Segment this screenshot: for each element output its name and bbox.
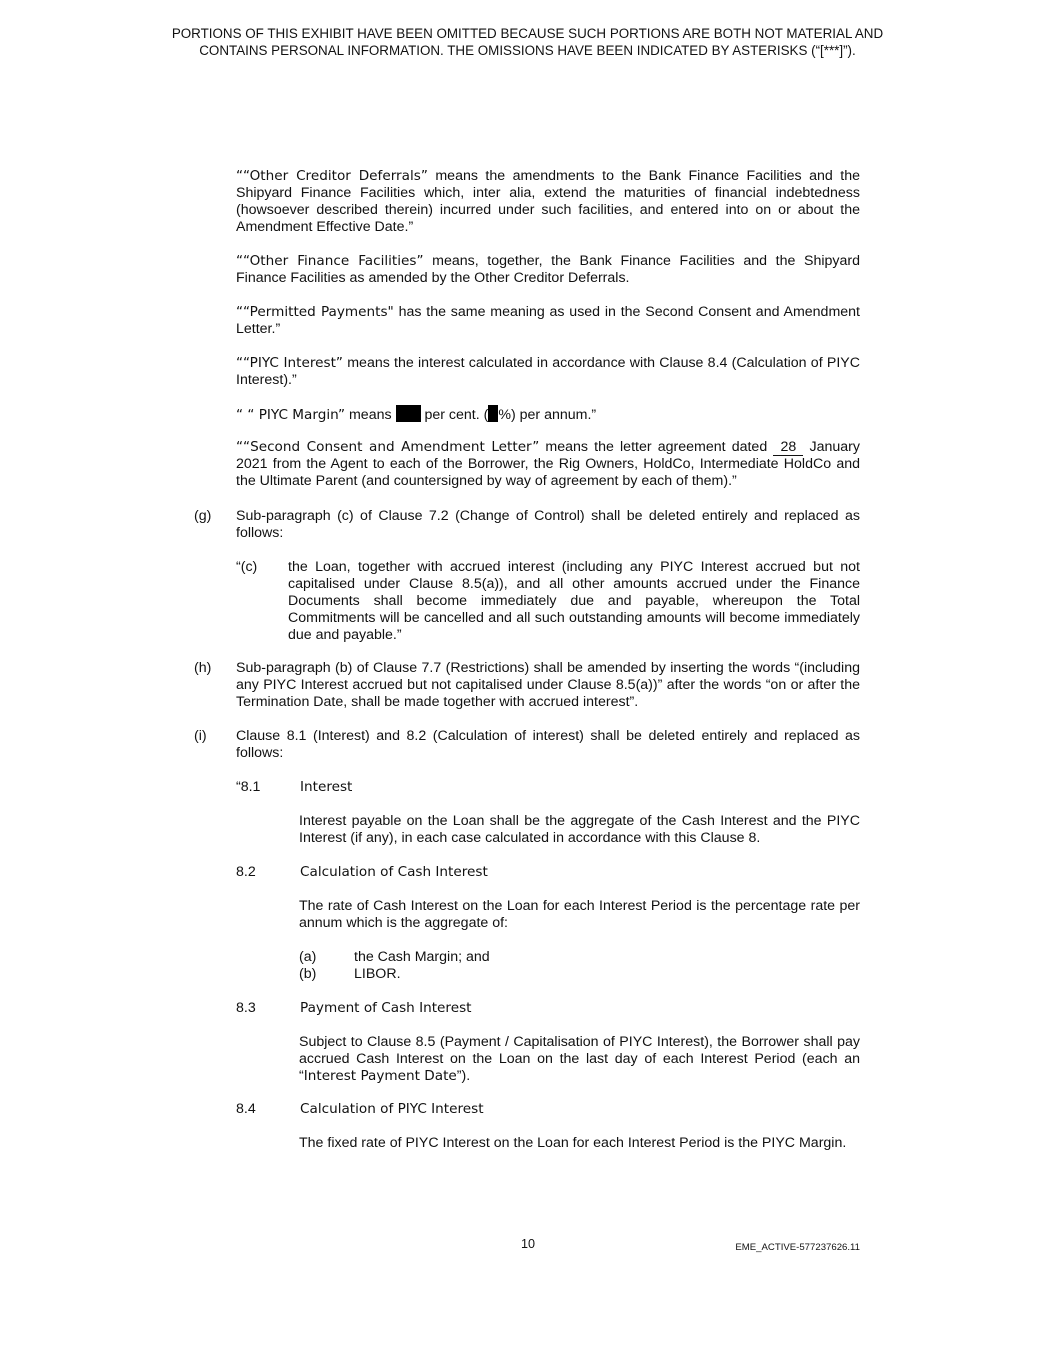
clause-8-4-heading: Calculation of PIYC Interest — [300, 1101, 484, 1117]
clause-8-2-b-label: (b) — [299, 966, 317, 982]
item-h-label: (h) — [194, 660, 212, 676]
item-i-text: Clause 8.1 (Interest) and 8.2 (Calculation of interest) shall be deleted entirely and replaced as follows: — [236, 728, 860, 761]
date-day-blank: 28 — [773, 440, 803, 456]
definition-piyc-interest: ““PIYC Interest” means the interest calculated in accordance with Clause 8.4 (Calculation of PIYC Interest).” — [236, 355, 861, 388]
notice-line-2: CONTAINS PERSONAL INFORMATION. THE OMISSIONS HAVE BEEN INDICATED BY ASTERISKS (“[***]”). — [199, 43, 856, 58]
clause-8-1-text: Interest payable on the Loan shall be the aggregate of the Cash Interest and the PIYC Interest (if any), in each case calculated in accordance with this Clause 8. — [299, 813, 860, 846]
clause-8-2-number: 8.2 — [236, 864, 256, 880]
clause-8-2-b-text: LIBOR. — [354, 966, 401, 982]
clause-8-1-heading: Interest — [300, 779, 353, 795]
definition-second-consent-letter: ““Second Consent and Amendment Letter” means the letter agreement dated 28 January 2021 from the Agent to each of the Borrower, the Rig Owners, HoldCo, Intermediate HoldCo and the Ultimate Parent (and countersigned by way of agreement by each of them).” — [236, 439, 861, 489]
clause-8-3-number: 8.3 — [236, 1000, 256, 1016]
omission-notice — [120, 25, 935, 59]
clause-8-2-a-label: (a) — [299, 949, 317, 965]
item-g-text: Sub-paragraph (c) of Clause 7.2 (Change of Control) shall be deleted entirely and replaced as follows: — [236, 508, 860, 541]
item-h-text: Sub-paragraph (b) of Clause 7.7 (Restrictions) shall be amended by inserting the words “(including any PIYC Interest accrued but not capitalised under Clause 8.5(a))” after the words “on or after the Termination Date, shall be made together with accrued interest”. — [236, 660, 860, 710]
defined-term: ““PIYC Interest” — [236, 355, 343, 371]
defined-term: ““Other Finance Facilities” — [236, 253, 424, 269]
item-c-label: “(c) — [236, 559, 258, 575]
definition-permitted-payments: ““Permitted Payments" has the same meaning as used in the Second Consent and Amendment Letter.” — [236, 304, 860, 337]
page-number: 10 — [520, 1237, 535, 1251]
defined-term: ““Second Consent and Amendment Letter” — [236, 439, 540, 455]
redaction-box — [488, 405, 498, 422]
defined-term: Interest Payment Date — [303, 1068, 457, 1084]
defined-term: ““Other Creditor Deferrals” — [236, 168, 428, 184]
defined-term: “ “ PIYC Margin” — [236, 407, 346, 423]
document-reference: EME_ACTIVE-577237626.11 — [735, 1242, 860, 1253]
clause-8-4-number: 8.4 — [236, 1101, 256, 1117]
clause-8-2-a-text: the Cash Margin; and — [354, 949, 490, 965]
redaction-box — [396, 405, 421, 422]
clause-8-2-text: The rate of Cash Interest on the Loan for each Interest Period is the percentage rate per annum which is the aggregate of: — [299, 898, 860, 931]
definition-other-finance-facilities: ““Other Finance Facilities” means, together, the Bank Finance Facilities and the Shipyard Finance Facilities as amended by the Other Creditor Deferrals. — [236, 253, 860, 286]
clause-8-1-number: “8.1 — [236, 779, 261, 795]
defined-term: ““Permitted Payments" — [236, 304, 394, 320]
notice-line-1: PORTIONS OF THIS EXHIBIT HAVE BEEN OMITTED BECAUSE SUCH PORTIONS ARE BOTH NOT MATERIAL AND — [171, 26, 884, 41]
clause-8-2-heading: Calculation of Cash Interest — [300, 864, 488, 880]
item-g-label: (g) — [194, 508, 212, 524]
definition-piyc-margin: “ “ PIYC Margin” means per cent. ( %) per annum.” — [236, 407, 597, 423]
item-c-text: the Loan, together with accrued interest (including any PIYC Interest accrued but not capitalised under Clause 8.5(a)), and all other amounts accrued under the Finance Documents shall become immediately due and payable, whereupon the Total Commitments will be cancelled and all such outstanding amounts will become immediately due and payable.” — [288, 559, 860, 643]
clause-8-3-heading: Payment of Cash Interest — [300, 1000, 472, 1016]
definition-other-creditor-deferrals: ““Other Creditor Deferrals” means the amendments to the Bank Finance Facilities and the Shipyard Finance Facilities which, inter alia, extend the maturities of financial indebtedness (howsoever described therein) incurred under such facilities, and entered into on or about the Amendment Effective Date.” — [236, 168, 860, 235]
clause-8-3-text: Subject to Clause 8.5 (Payment / Capitalisation of PIYC Interest), the Borrower shall pay accrued Cash Interest on the Loan on the last day of each Interest Period (each an “Interest Payment Date”). — [299, 1034, 860, 1084]
item-i-label: (i) — [194, 728, 207, 744]
clause-8-4-text: The fixed rate of PIYC Interest on the Loan for each Interest Period is the PIYC Margin. — [299, 1135, 847, 1151]
